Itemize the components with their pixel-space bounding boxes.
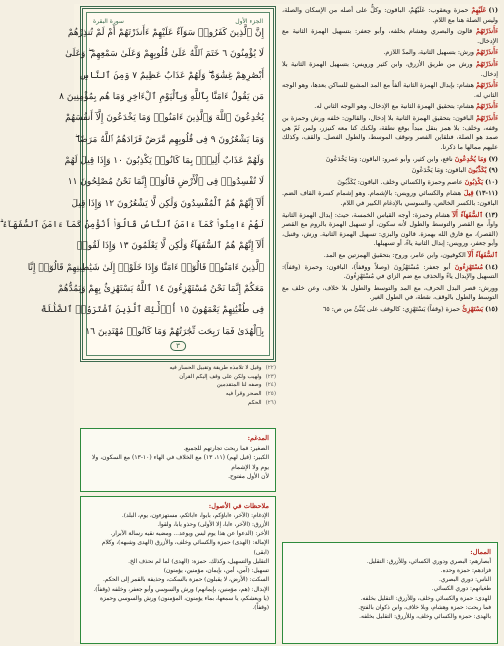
commentary-word: ٱلسُّفَهَآءُ أَلَآ: [452, 210, 484, 219]
commentary-verse-number: (١): [488, 6, 498, 14]
imala-line: فما ربحت: حمزة وهشام، وبلا خلاف، وابن ذكوان بالفتح.: [358, 604, 491, 611]
footnote-text: الصحر وقرأ فيه: [225, 390, 262, 397]
usul-note-line: السكت: (الأرض، لا يقبلون) حمزة بالسكت، وحذيفة بالقمر إلى الحكم.: [102, 577, 269, 584]
commentary-item: [282, 251, 498, 261]
quran-line: وَلَهُمْ عَذَابٌ أَلِيمٌۢ بِمَا كَانُوا۟ يَكْذِبُونَ ١٠ وَإِذَا قِيلَ لَهُمْ: [64, 156, 264, 167]
quran-line: مَعَكُمْ إِنَّمَا نَحْنُ مُسْتَهْزِءُونَ ١٤ ٱللَّهُ يَسْتَهْزِئُ بِهِمْ وَيَمُدُّهُمْ: [57, 284, 264, 295]
footnote-ref: (٢٣): [265, 373, 276, 380]
commentary-word: ٱلسُّفَهَآءُ أَلَآ: [467, 251, 498, 260]
footnote-text: الحكم: [247, 399, 262, 406]
footnote-ref: (٢٦): [265, 399, 276, 406]
commentary-item: [282, 48, 498, 58]
footnote-text: ولهيب ولكن على وقف إليكم القرآن: [179, 373, 262, 380]
madgham-line: الصغير: فما ربحت تجارتهم للجميع.: [183, 444, 269, 452]
commentary-item: [282, 178, 498, 188]
commentary-word: ءَأَنذَرْتَهُمْ: [476, 48, 498, 57]
imala-lines: [289, 558, 491, 623]
commentary-item: [282, 263, 498, 282]
commentary-verse-number: (١٥): [485, 305, 498, 314]
usul-note-line: الإمالة: (الهدى) حمزة والكسائي وخلف، والأزرق (الهدى وشبهه)، وكلام (ابقى): [101, 540, 269, 556]
commentary-item: [282, 60, 498, 79]
footnote-row: [80, 399, 276, 408]
commentary-verse-number: (١١-١٣): [475, 189, 498, 198]
commentary-word: يَسْتَهْزِئُ: [462, 305, 484, 314]
commentary-item: [282, 102, 498, 112]
quran-line: ٱلَّذِينَ ءَامَنُوا۟ قَالُوٓا۟ ءَامَنَّا وَإِذَا خَلَوْا۟ إِلَىٰ شَيَٰطِينِهِمْ قَالُوٓا۟ إِنَّا: [27, 262, 264, 273]
footnote-text: وقيل لا تلامذه طريقة وتقبيل الحسار فيه: [169, 365, 262, 371]
commentary-text: حمزة ويعقوب: عَلَيْهُمْ، الباقون: وكلٌّ على أصله من الإسكان والصلة، وليس الصلة هنا مع اللام.: [282, 6, 498, 24]
commentary-item: [282, 166, 498, 176]
quran-line: لَا تُفْسِدُوا۟ فِى ٱلْأَرْضِ قَالُوٓا۟ إِنَّمَا نَحْنُ مُصْلِحُونَ ١١: [67, 177, 264, 188]
imala-title: الممال:: [470, 548, 491, 556]
usul-note-line: الأزرق: (الآخر، ءابا، إلا الأولى) وحذو يابا، ولقوا.: [157, 521, 269, 528]
commentary-word: ءَأَنذَرْتَهُمْ: [476, 27, 498, 36]
quran-line: فِى طُغْيَٰنِهِمْ يَعْمَهُونَ ١٥ أُو۟لَٰٓئِكَ ٱلَّذِينَ ٱشْتَرَوُا۟ ٱلضَّلَٰلَةَ: [40, 305, 264, 316]
commentary-item: [282, 305, 498, 315]
footnote-row: [80, 390, 276, 399]
imala-box: [282, 542, 498, 644]
commentary-item: [282, 189, 498, 208]
commentary-text: وورش: قصر البدل الحرف، مع المد والتوسط والطول بلا خلاف، وعن خلف مع التوسط والطول بالوقف، نقطة، في الطول الغير.: [282, 283, 498, 302]
commentary-word: عَلَيْهِمْ: [471, 6, 487, 14]
imala-line: الناس: دوري البصري.: [438, 577, 491, 584]
usul-notes-lines: [87, 512, 269, 614]
commentary-text: نافع، وابن كثير، وأبو عمرو: الباقون: وَمَا يَخْدَعُونَ: [325, 154, 453, 163]
commentary-item: [282, 27, 498, 46]
quran-line: أَلَآ إِنَّهُمْ هُمُ ٱلسُّفَهَآءُ وَلَٰكِن لَّا يَعْلَمُونَ ١٣ وَإِذَا لَقُوا۟: [76, 241, 264, 252]
madgham-title: المدغم:: [247, 434, 269, 442]
commentary-verse-number: (٧): [488, 154, 498, 163]
quran-line: أَبْصَٰرِهِمْ غِشَٰوَةٌ ۖ وَلَهُمْ عَذَابٌ عَظِيمٌ ٧ وَمِنَ ٱلنَّاسِ: [79, 70, 264, 81]
imala-line: طغيانهم: دوري الكسائي.: [431, 586, 491, 593]
imala-line: أبصارهم: البصري ودوري الكسائي، وللأزرق: التقليل.: [366, 558, 491, 565]
footnote-text: وصفه لنا المتقدمين: [216, 382, 262, 389]
commentary-text: ورش من طريق الأزرق، وابن كثير ورويس: بتسهيل الهمزة الثانية بلا إدخال.: [282, 60, 498, 78]
surah-header-right: الجزء الأول: [235, 17, 263, 25]
commentary-text: ورش: بتسهيل الثانية، والمدّ اللازم.: [383, 48, 474, 57]
commentary-text: الباقون: وَمَا يَخْدَعُونَ: [411, 166, 467, 175]
footnote-row: [80, 373, 276, 382]
madgham-line: الكبير: (قيل لهم) (١١، ١٣) مع الخلاف في الهاء (١٠-١٣) مع السكون، ولا يوم ولا الإشمام: [92, 454, 269, 471]
commentary-item: [282, 6, 498, 25]
usul-note-line: تسهيل: (آمن، أمن، بإيمان، مؤمنين، يؤمنون): [163, 568, 269, 575]
commentary-word: يَكْذِبُونَ: [464, 177, 484, 186]
madgham-line: لأن الأول مفتوح.: [228, 473, 269, 481]
commentary-text: عاصم وحمزة والكسائي وخلف. الباقون: يُكَذِّبُونَ: [337, 177, 463, 186]
commentary-text: الباقون: بتحقيق الهمزة الثانية بلا إدخال، والقالون: خلفه ورش وحمزة بن وقفه، وخلف: بلا همز بنقل مبداً بوقع نطقة، ولكنك كنا معه كنيزر، ولمن ثَمّ هي صمد هو الصلة، فنلقاين الفصر ونوقف الموسط، والطول الفصل. والقف، وكذلك عليهم ممالها ما ذكرنا.: [282, 114, 498, 151]
quran-line: أَلَآ إِنَّهُمْ هُمُ ٱلْمُفْسِدُونَ وَلَٰكِن لَّا يَشْعُرُونَ ١٢ وَإِذَا قِيلَ: [71, 198, 264, 209]
commentary-verse-number: (١٠): [485, 177, 498, 186]
quran-line: لَهُمْ ءَامِنُوا۟ كَمَآ ءَامَنَ ٱلنَّاسُ قَالُوٓا۟ أَنُؤْمِنُ كَمَآ ءَامَنَ ٱلسُّفَهَآءُ ۗ: [0, 220, 264, 231]
usul-note-line: الأخر: (الدعوا عن هذا يوم ليس ويوعد... ومضيه نقيه رسالة الآبرار.: [110, 531, 269, 538]
commentary-text: الكوفيون، وابن عامر، وروح: بتحقيق الهمزتين مع المد.: [323, 251, 466, 260]
usul-note-line: الإدغام: (الآخر، ءاباؤكم، بايوا، ءابائكم، مستهزءون، يوم، البلد).: [121, 512, 269, 519]
madgham-lines: [87, 444, 269, 482]
quran-page-number: ٣: [170, 341, 186, 351]
quran-line: مَن يَقُولُ ءَامَنَّا بِٱللَّهِ وَبِٱلْيَوْمِ ٱلْءَاخِرِ وَمَا هُم بِمُؤْمِنِينَ ٨: [59, 92, 264, 103]
usul-note-line: (يا ويعشكم، يا سمعها، بماء يؤمنون، المؤمنون) ورش والسوسي وحمزة (وقفاً).: [99, 595, 269, 612]
quran-text: [0, 28, 264, 337]
quran-page-inner: [0, 12, 270, 356]
footnote-ref: (٢٤): [265, 382, 276, 389]
quran-line: يُخَٰدِعُونَ ٱللَّهَ وَٱلَّذِينَ ءَامَنُوا۟ وَمَا يَخْدَعُونَ إِلَّآ أَنفُسَهُمْ: [65, 113, 264, 124]
commentary-verse-number: (١٣): [485, 210, 498, 219]
commentary-verse-number: (١٤): [485, 262, 498, 271]
usul-note-line: الإبدال: (هم، مؤمنين، بإيمانهم) ورش والسوسي وأبو جعفر، وخلفه (وقفاً).: [93, 586, 269, 593]
quran-line: وَمَا يَشْعُرُونَ ٩ فِى قُلُوبِهِم مَّرَضٌ فَزَادَهُمُ ٱللَّهُ مَرَضًا ۖ: [74, 134, 264, 145]
commentary-word: ءَأَنذَرْتَهُمْ: [476, 114, 498, 123]
commentary-word: يُكَذِّبُونَ: [468, 166, 487, 175]
imala-line: للهدى: حمزة والكسائي وخلف، وللأزرق: التقليل بخلفه.: [360, 595, 491, 602]
commentary-item: [282, 284, 498, 303]
commentary-word: ءَأَنذَرْتَهُمْ: [476, 81, 498, 90]
commentary-text: هشام وحمزة: أوجه القياس الخمسة، حيث: إبدال الهمزة الثانية واواً، مع القصر والتوسط والطول لأنه سكون، أو تسهيل الهمزة بالروم مع القصر (القصر)، مع فارق الله بهمزة. قالون والبزي: تسهيل الهمزة الثانية. ورش، وقنبل، وأبو جعفر، ورويس: إبدال الثانية ياءً، أو تسهيلها.: [282, 210, 498, 248]
commentary-item: [282, 81, 498, 100]
madgham-box: [80, 428, 276, 492]
commentary-word: ءَأَنذَرْتَهُمْ: [476, 102, 498, 111]
imala-line: بالهدى: حمزة والكسائي وخلف، وللأزرق: التقليل بخلفه.: [359, 614, 491, 621]
quran-page-frame: [0, 6, 276, 362]
usul-notes-title: ملاحظات في الأصول:: [208, 502, 269, 510]
commentary-text: هشام والكسائي ورويس: بالإشمام. وهو إشمام كسرة القاف الضم. الباقون: بالكسر الخالص، والسوسي بالإدغام الكبير في اللام.: [282, 189, 498, 207]
commentary-word: ءَأَنذَرْتَهُمْ: [476, 60, 498, 69]
commentary-text: هشام: بإبدال الهمزة الثانية ألفاً مع المد المشبع للساكن بعدها، وهو الوجه الثاني له.: [282, 81, 498, 99]
commentary-item: [282, 155, 498, 165]
commentary-text: حمزة (وقفاً) يَسْتَهْزِي: كالوقف على يُنَبِّئُ من ص: ٦٥: [322, 305, 461, 314]
footnote-row: [80, 364, 276, 373]
commentary-text: هشام: بتحقيق الهمزة الثانية مع الإدخال، وهو الوجه الثاني له.: [314, 102, 474, 111]
footnotes: [80, 364, 276, 424]
surah-header: [91, 15, 265, 27]
commentary-item: [282, 211, 498, 249]
usul-notes-box: [80, 496, 276, 644]
commentary-word: وَمَا يُخَٰدِعُونَ: [454, 154, 487, 163]
footnote-ref: (٢٢): [265, 365, 276, 371]
commentary-text: أبو جعفر: مُسْتَهْزُونَ (وصلاً ووقفاً)، الباقون: وحمزة (وقفاً): التسهيل والإبدال ياءً والحذف مع ضم الزاي في مُسْتَهْزِءُونَ.: [282, 262, 498, 281]
quran-line: لَا يُؤْمِنُونَ ٦ خَتَمَ ٱللَّهُ عَلَىٰ قُلُوبِهِمْ وَعَلَىٰ سَمْعِهِمْ ۖ وَعَلَىٰ: [65, 49, 264, 60]
footnote-row: [80, 381, 276, 390]
usul-note-line: التقليل والتسهيل، وكذلك. حمزة: (الهدى) لما لم نحذف الخ.: [128, 558, 269, 565]
page: [0, 4, 500, 642]
footnote-ref: (٢٥): [265, 390, 276, 397]
commentary-word: قِيلَ: [463, 189, 474, 198]
quran-line: بِٱلْهُدَىٰ فَمَا رَبِحَت تِّجَٰرَتُهُمْ وَمَا كَانُوا۟ مُهْتَدِينَ ١٦: [85, 326, 264, 337]
quran-line: إِنَّ ٱلَّذِينَ كَفَرُوا۟ سَوَآءٌ عَلَيْهِمْ ءَأَنذَرْتَهُمْ أَمْ لَمْ تُنذِرْهُمْ: [67, 28, 264, 38]
commentary-word: مُسْتَهْزِءُونَ: [454, 262, 484, 271]
commentary-verse-number: (٩): [488, 166, 498, 175]
qiraat-commentary: [282, 6, 498, 356]
imala-line: فزادهم: حمزة وحده.: [440, 567, 491, 574]
commentary-item: [282, 114, 498, 152]
surah-header-left: سورة البقرة: [93, 17, 124, 25]
commentary-text: قالون والبصري وهشام بخلفه، وأبو جعفر: بتسهيل الهمزة الثانية مع الإدخال.: [282, 27, 498, 45]
